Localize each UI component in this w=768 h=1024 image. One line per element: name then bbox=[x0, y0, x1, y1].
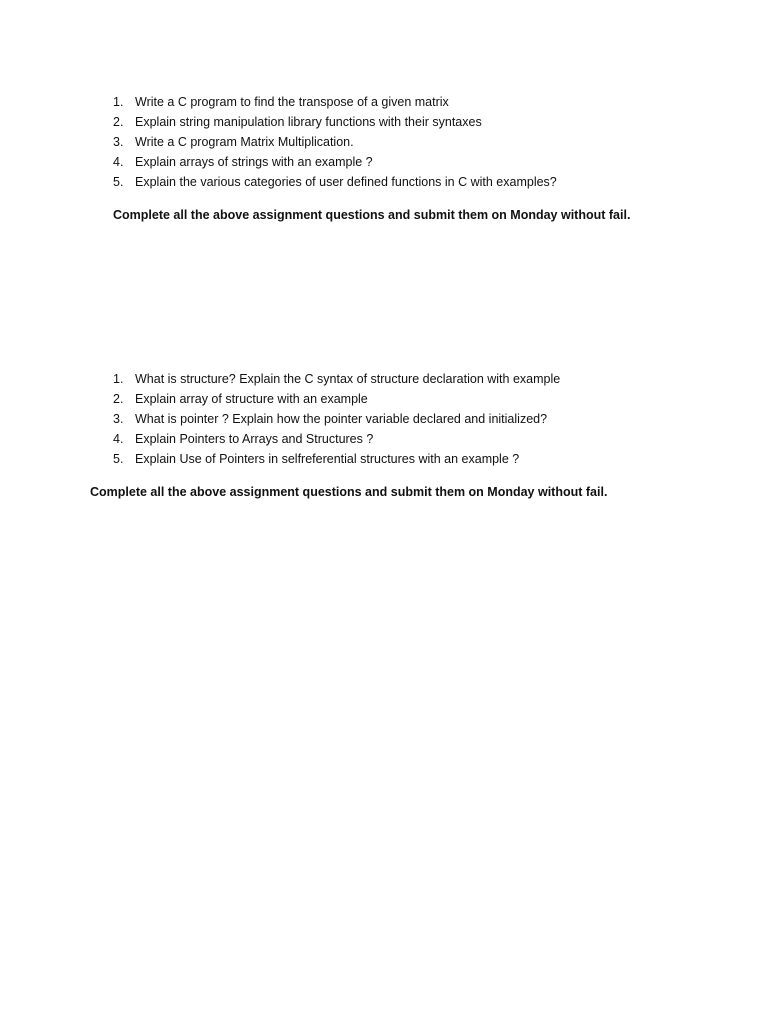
assignment-list-2 bbox=[113, 369, 560, 469]
list-item bbox=[113, 369, 560, 389]
item-text: Explain Use of Pointers in selfreferential structures with an example ? bbox=[135, 452, 520, 466]
list-item bbox=[113, 172, 557, 192]
list-item bbox=[113, 112, 557, 132]
list-item bbox=[113, 132, 557, 152]
list-item bbox=[113, 409, 560, 429]
assignment-list-1 bbox=[113, 92, 557, 192]
list-item bbox=[113, 429, 560, 449]
list-item bbox=[113, 152, 557, 172]
item-number: 3. bbox=[113, 135, 124, 149]
item-number: 2. bbox=[113, 115, 124, 129]
item-text: Write a C program Matrix Multiplication. bbox=[135, 135, 354, 149]
item-text: What is structure? Explain the C syntax of structure declaration with example bbox=[135, 372, 561, 386]
submission-note-2: Complete all the above assignment questions and submit them on Monday without fail. bbox=[90, 485, 608, 499]
item-number: 5. bbox=[113, 175, 124, 189]
submission-note-1: Complete all the above assignment questions and submit them on Monday without fail. bbox=[113, 208, 631, 222]
item-number: 4. bbox=[113, 155, 124, 169]
list-item bbox=[113, 92, 557, 112]
item-text: Explain the various categories of user defined functions in C with examples? bbox=[135, 175, 557, 189]
item-number: 1. bbox=[113, 372, 124, 386]
item-text: Write a C program to find the transpose of a given matrix bbox=[135, 95, 449, 109]
item-text: What is pointer ? Explain how the pointer variable declared and initialized? bbox=[135, 412, 548, 426]
item-text: Explain array of structure with an example bbox=[135, 392, 368, 406]
item-number: 3. bbox=[113, 412, 124, 426]
item-number: 2. bbox=[113, 392, 124, 406]
item-number: 5. bbox=[113, 452, 124, 466]
item-number: 4. bbox=[113, 432, 124, 446]
item-text: Explain string manipulation library functions with their syntaxes bbox=[135, 115, 482, 129]
item-text: Explain arrays of strings with an example ? bbox=[135, 155, 373, 169]
list-item bbox=[113, 389, 560, 409]
item-number: 1. bbox=[113, 95, 124, 109]
item-text: Explain Pointers to Arrays and Structures ? bbox=[135, 432, 374, 446]
list-item bbox=[113, 449, 560, 469]
